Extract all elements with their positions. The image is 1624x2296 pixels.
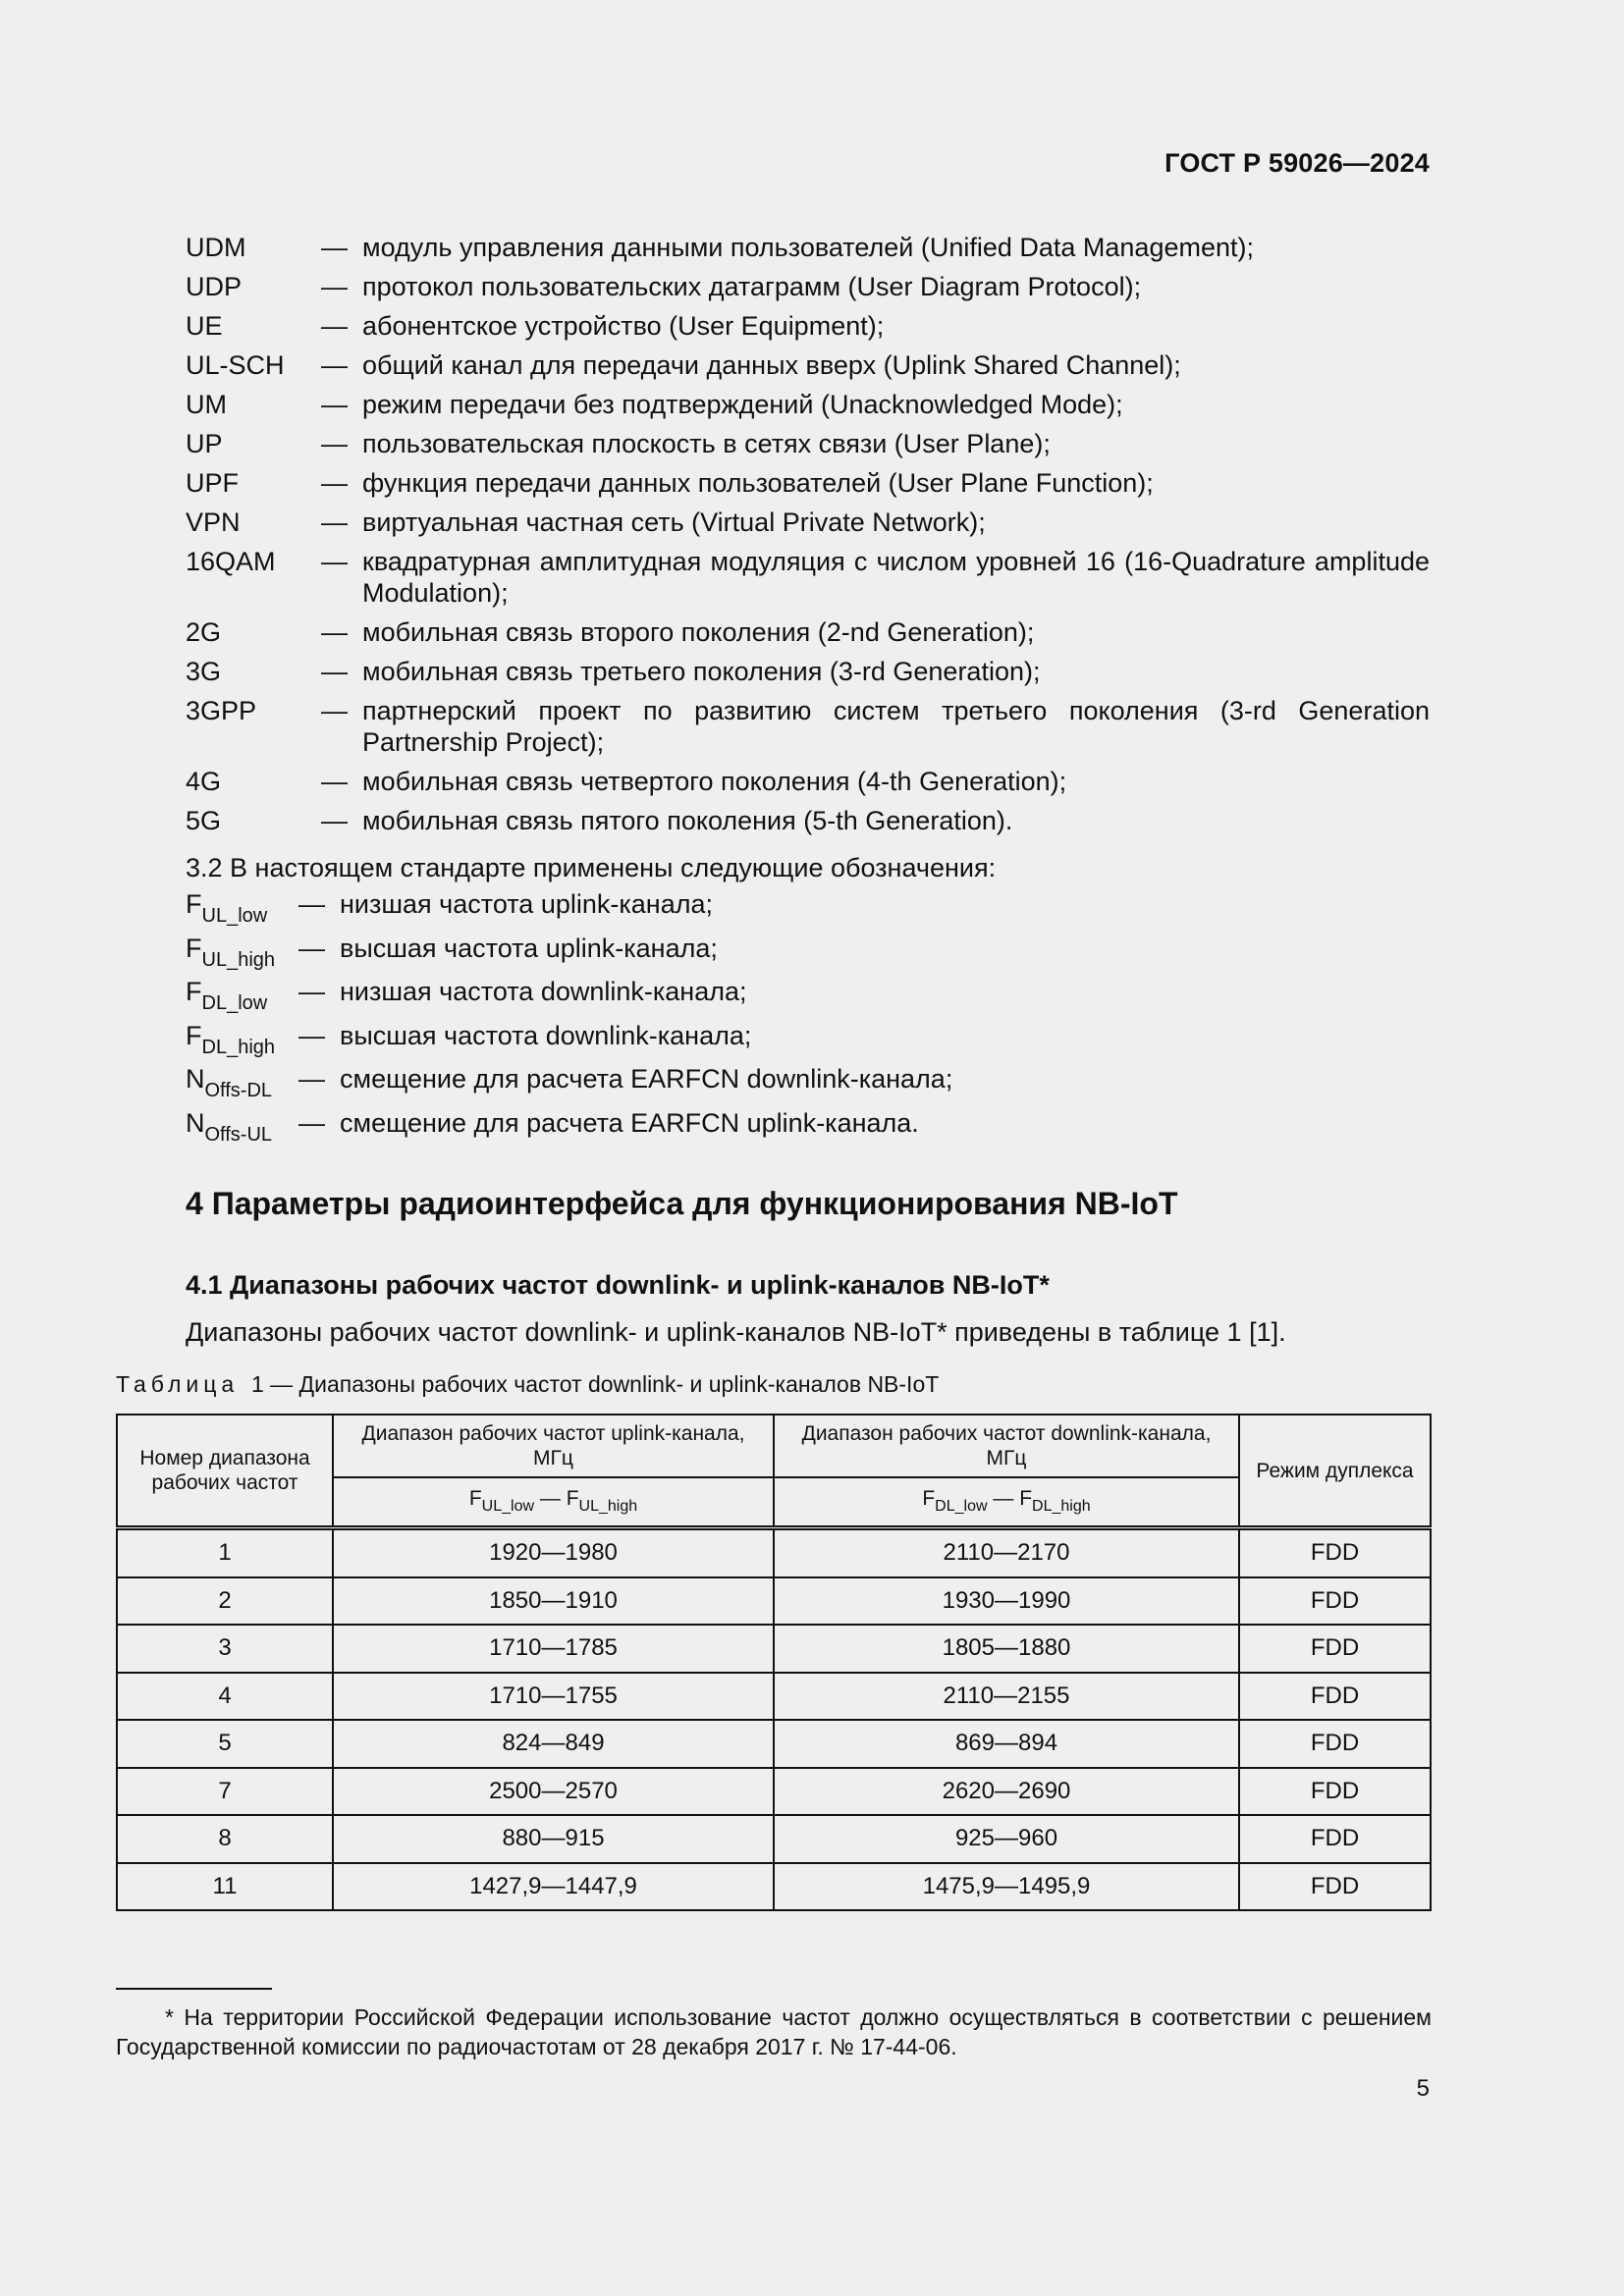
page-number: 5 <box>1416 2075 1430 2102</box>
duplex-mode-cell: FDD <box>1239 1625 1431 1673</box>
symbol-definition: высшая частота uplink-канала; <box>340 933 718 963</box>
abbreviation-definition: модуль управления данными пользователей (Unified Data Management); <box>362 233 1254 262</box>
abbreviation-entry <box>186 467 1430 499</box>
downlink-range-cell: 869—894 <box>774 1720 1239 1768</box>
symbol-term <box>186 1021 298 1059</box>
symbol-term <box>186 1108 298 1147</box>
abbreviation-term: 4G <box>186 767 222 796</box>
symbol-base: F <box>186 933 202 963</box>
abbreviation-term: UL-SCH <box>186 350 285 380</box>
downlink-range-cell: 2110—2170 <box>774 1528 1239 1577</box>
symbol-subscript: DL_low <box>201 992 268 1014</box>
duplex-mode-cell: FDD <box>1239 1815 1431 1863</box>
abbreviation-term: UPF <box>186 468 239 498</box>
symbol-definition: смещение для расчета EARFCN uplink-канала. <box>340 1107 919 1138</box>
entry-dash: — <box>321 429 348 458</box>
symbol-definition: низшая частота downlink-канала; <box>340 977 747 1006</box>
abbreviation-definition: мобильная связь второго поколения (2-nd Generation); <box>362 617 1035 647</box>
entry-dash: — <box>321 272 348 301</box>
abbreviation-entry <box>186 507 1430 538</box>
symbol-term <box>186 889 298 928</box>
downlink-range-cell: 2110—2155 <box>774 1673 1239 1721</box>
symbol-base: F <box>186 1020 202 1050</box>
header-uplink-range: Диапазон рабочих частот uplink-канала, МГц <box>333 1415 774 1477</box>
table-row <box>117 1625 1431 1673</box>
abbreviation-definition: абонентское устройство (User Equipment); <box>362 311 885 341</box>
table-row <box>117 1815 1431 1863</box>
symbol-definition: низшая частота uplink-канала; <box>340 889 713 919</box>
entry-dash: — <box>298 1020 325 1050</box>
band-number-cell: 3 <box>117 1625 333 1673</box>
header-uplink-formula <box>333 1477 774 1528</box>
abbreviation-definition: протокол пользовательских датаграмм (User Diagram Protocol); <box>362 272 1142 301</box>
symbol-entry <box>186 977 952 1021</box>
downlink-range-cell: 1805—1880 <box>774 1625 1239 1673</box>
abbreviation-entry <box>186 389 1430 420</box>
entry-dash: — <box>321 617 348 647</box>
abbreviation-term: UDP <box>186 272 243 301</box>
symbol-definition: высшая частота downlink-канала; <box>340 1020 752 1050</box>
uplink-range-cell: 1920—1980 <box>333 1528 774 1577</box>
abbreviation-entry <box>186 546 1430 609</box>
band-number-cell: 1 <box>117 1528 333 1577</box>
formula-symbol: F <box>566 1486 579 1510</box>
duplex-mode-cell: FDD <box>1239 1768 1431 1816</box>
symbol-definition: смещение для расчета EARFCN downlink-канала; <box>340 1064 953 1094</box>
symbol-entry <box>186 1021 952 1065</box>
entry-dash: — <box>321 468 348 498</box>
uplink-range-cell: 1427,9—1447,9 <box>333 1863 774 1911</box>
abbreviation-definition: виртуальная частная сеть (Virtual Private Network); <box>362 507 986 537</box>
section-4-heading: 4 Параметры радиоинтерфейса для функционирования NB-IoT <box>186 1186 1178 1221</box>
abbreviation-term: 3G <box>186 657 222 686</box>
duplex-mode-cell: FDD <box>1239 1528 1431 1577</box>
frequency-bands-table <box>116 1414 1432 1911</box>
abbreviation-term: UP <box>186 429 223 458</box>
downlink-range-cell: 925—960 <box>774 1815 1239 1863</box>
symbol-term <box>186 977 298 1015</box>
formula-symbol: F <box>468 1486 482 1510</box>
formula-subscript: DL_high <box>1032 1497 1091 1515</box>
entry-dash: — <box>298 889 325 919</box>
footnote: * На территории Российской Федерации использование частот должно осуществляться в соответствии с решением Государственной комиссии по радиочастотам от 28 декабря 2017 г. № 17-44-06. <box>116 2004 1432 2059</box>
entry-dash: — <box>298 1107 325 1138</box>
footnote-divider <box>116 1988 272 1990</box>
standard-id: ГОСТ Р 59026—2024 <box>1164 148 1430 178</box>
band-number-cell: 5 <box>117 1720 333 1768</box>
symbol-entry <box>186 889 952 934</box>
abbreviation-definition: мобильная связь пятого поколения (5-th Generation). <box>362 806 1013 835</box>
abbreviation-term: UDM <box>186 233 246 262</box>
entry-dash: — <box>321 657 348 686</box>
symbol-entry <box>186 934 952 978</box>
abbreviation-entry <box>186 428 1430 459</box>
abbreviation-entry <box>186 232 1430 263</box>
abbreviation-term: 16QAM <box>186 547 276 576</box>
abbreviation-list <box>186 232 1430 844</box>
abbreviation-entry <box>186 349 1430 381</box>
section-4-1-intro: Диапазоны рабочих частот downlink- и uplink-каналов NB-IoT* приведены в таблице 1 [1]. <box>186 1317 1286 1347</box>
symbol-term <box>186 1064 298 1102</box>
entry-dash: — <box>321 390 348 419</box>
abbreviation-definition: квадратурная амплитудная модуляция с числом уровней 16 (16-Quadrature amplitude Modulation); <box>362 547 1430 608</box>
symbol-base: N <box>186 1064 205 1094</box>
symbol-list <box>186 889 952 1151</box>
downlink-range-cell: 1930—1990 <box>774 1577 1239 1626</box>
duplex-mode-cell: FDD <box>1239 1577 1431 1626</box>
uplink-range-cell: 1710—1755 <box>333 1673 774 1721</box>
abbreviation-definition: режим передачи без подтверждений (Unacknowledged Mode); <box>362 390 1123 419</box>
band-number-cell: 4 <box>117 1673 333 1721</box>
abbreviation-entry <box>186 805 1430 836</box>
table-row <box>117 1577 1431 1626</box>
header-downlink-formula <box>774 1477 1239 1528</box>
symbol-subscript: UL_high <box>201 948 276 971</box>
abbreviation-entry <box>186 656 1430 687</box>
formula-subscript: DL_low <box>935 1497 988 1515</box>
table-row <box>117 1768 1431 1816</box>
uplink-range-cell: 880—915 <box>333 1815 774 1863</box>
abbreviation-term: VPN <box>186 507 241 537</box>
entry-dash: — <box>321 507 348 537</box>
formula-subscript: UL_high <box>578 1497 638 1515</box>
abbreviation-definition: мобильная связь четвертого поколения (4-th Generation); <box>362 767 1067 796</box>
entry-dash: — <box>321 311 348 341</box>
header-duplex-mode: Режим дуплекса <box>1239 1415 1431 1528</box>
duplex-mode-cell: FDD <box>1239 1673 1431 1721</box>
abbreviation-term: UM <box>186 390 227 419</box>
symbol-subscript: Offs-UL <box>204 1123 273 1146</box>
band-number-cell: 8 <box>117 1815 333 1863</box>
uplink-range-cell: 1850—1910 <box>333 1577 774 1626</box>
table-row <box>117 1673 1431 1721</box>
abbreviation-entry <box>186 695 1430 758</box>
duplex-mode-cell: FDD <box>1239 1863 1431 1911</box>
entry-dash: — <box>298 977 325 1006</box>
table-row <box>117 1528 1431 1577</box>
abbreviation-term: 2G <box>186 617 222 647</box>
abbreviation-definition: мобильная связь третьего поколения (3-rd Generation); <box>362 657 1041 686</box>
abbreviation-definition: партнерский проект по развитию систем третьего поколения (3-rd Generation Partnership Project); <box>362 696 1430 757</box>
abbreviation-definition: общий канал для передачи данных вверх (Uplink Shared Channel); <box>362 350 1181 380</box>
symbol-base: F <box>186 889 202 919</box>
entry-dash: — <box>321 350 348 380</box>
formula-symbol: F <box>922 1486 936 1510</box>
duplex-mode-cell: FDD <box>1239 1720 1431 1768</box>
table-caption-prefix: Таблица <box>116 1371 240 1397</box>
abbreviation-entry <box>186 271 1430 302</box>
symbol-base: N <box>186 1107 205 1138</box>
uplink-range-cell: 824—849 <box>333 1720 774 1768</box>
abbreviation-entry <box>186 616 1430 648</box>
section-3-2-text: 3.2 В настоящем стандарте применены следующие обозначения: <box>186 853 997 882</box>
symbol-subscript: Offs-DL <box>204 1080 273 1101</box>
symbol-entry <box>186 1064 952 1108</box>
formula-subscript: UL_low <box>481 1497 535 1515</box>
table-row <box>117 1720 1431 1768</box>
band-number-cell: 7 <box>117 1768 333 1816</box>
formula-symbol: F <box>1019 1486 1033 1510</box>
entry-dash: — <box>321 233 348 262</box>
table-caption <box>116 1371 939 1398</box>
table-row <box>117 1863 1431 1911</box>
entry-dash: — <box>321 806 348 835</box>
table-caption-text: 1 — Диапазоны рабочих частот downlink- и uplink-каналов NB-IoT <box>250 1371 940 1397</box>
abbreviation-term: 5G <box>186 806 222 835</box>
band-number-cell: 2 <box>117 1577 333 1626</box>
abbreviation-term: 3GPP <box>186 696 257 725</box>
entry-dash: — <box>298 1064 325 1094</box>
symbol-term <box>186 934 298 972</box>
band-number-cell: 11 <box>117 1863 333 1911</box>
entry-dash: — <box>298 933 325 963</box>
symbol-subscript: UL_low <box>201 905 268 927</box>
header-downlink-range: Диапазон рабочих частот downlink-канала, МГц <box>774 1415 1239 1477</box>
downlink-range-cell: 2620—2690 <box>774 1768 1239 1816</box>
header-band-number: Номер диапазона рабочих частот <box>117 1415 333 1528</box>
symbol-subscript: DL_high <box>201 1036 276 1058</box>
uplink-range-cell: 2500—2570 <box>333 1768 774 1816</box>
entry-dash: — <box>321 696 348 725</box>
formula-dash: — <box>987 1486 1020 1510</box>
symbol-base: F <box>186 977 202 1006</box>
abbreviation-definition: функция передачи данных пользователей (User Plane Function); <box>362 468 1154 498</box>
entry-dash: — <box>321 547 348 576</box>
downlink-range-cell: 1475,9—1495,9 <box>774 1863 1239 1911</box>
abbreviation-entry <box>186 766 1430 797</box>
formula-dash: — <box>534 1486 567 1510</box>
section-4-1-heading: 4.1 Диапазоны рабочих частот downlink- и uplink-каналов NB-IoT* <box>186 1270 1050 1300</box>
entry-dash: — <box>321 767 348 796</box>
abbreviation-definition: пользовательская плоскость в сетях связи (User Plane); <box>362 429 1051 458</box>
uplink-range-cell: 1710—1785 <box>333 1625 774 1673</box>
abbreviation-term: UE <box>186 311 223 341</box>
symbol-entry <box>186 1108 952 1152</box>
abbreviation-entry <box>186 310 1430 342</box>
